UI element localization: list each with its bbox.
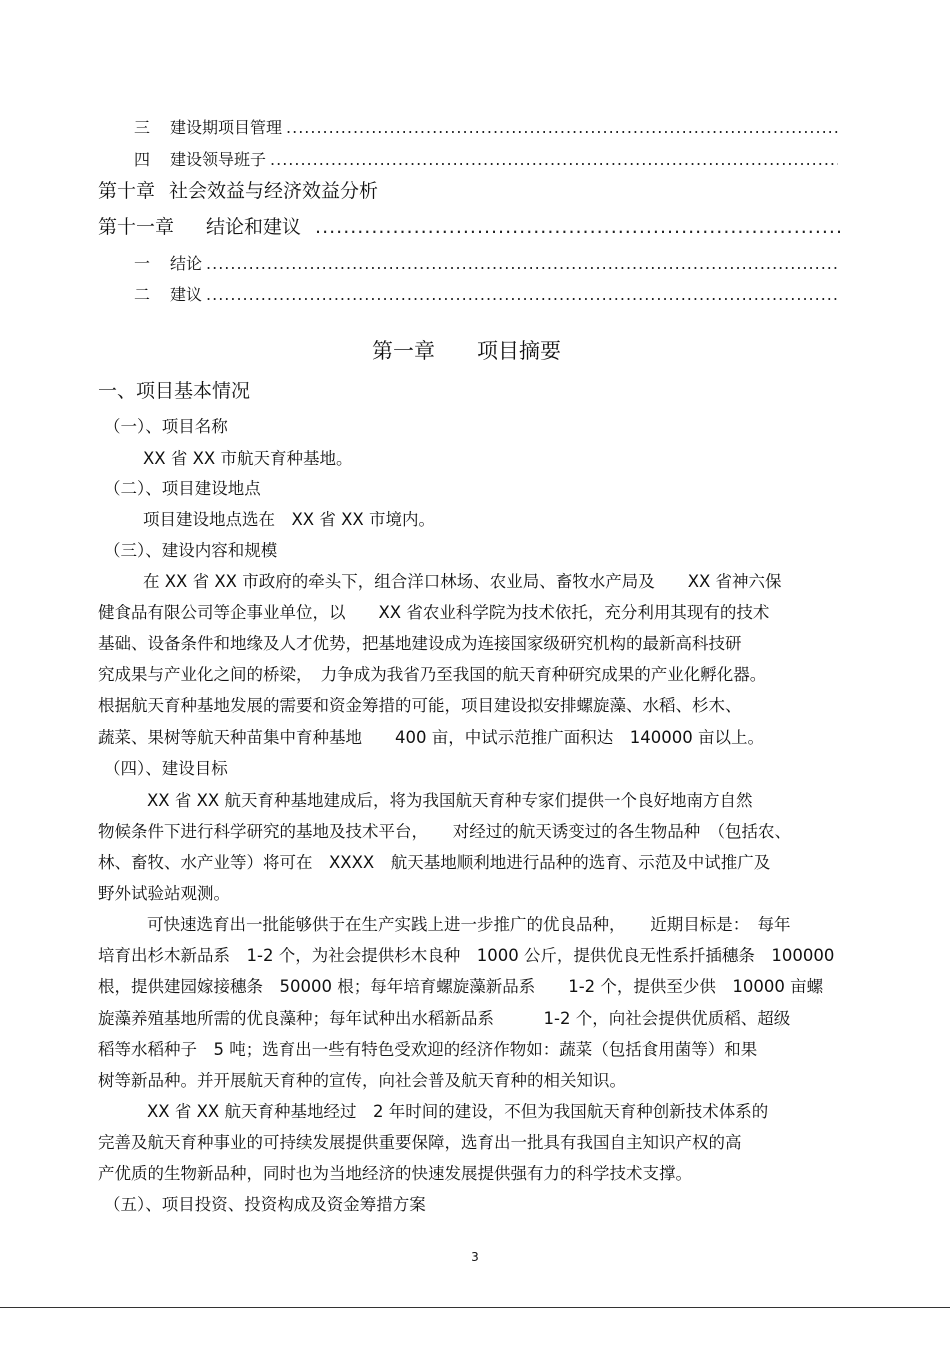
toc-chapter-label: 社会效益与经济效益分析 xyxy=(169,180,379,202)
toc-entry-number: 二 xyxy=(134,285,151,304)
paragraph-line: 稻等水稻种子 5 吨；选育出一些有特色受欢迎的经济作物如：蔬菜（包括食用菌等）和果 xyxy=(98,1040,758,1059)
paragraph-line: 旋藻养殖基地所需的优良藻种；每年试种出水稻新品系 1-2 个，向社会提供优质稻、超级 xyxy=(98,1009,791,1028)
subsection-heading: （二）、项目建设地点 xyxy=(104,479,261,498)
paragraph-line: 物候条件下进行科学研究的基地及技术平台， 对经过的航天诱变过的各生物品种 （包括农、 xyxy=(98,822,791,841)
toc-entry-number: 三 xyxy=(134,118,151,137)
paragraph-line: 健食品有限公司等企事业单位，以 XX 省农业科学院为技术依托，充分利用其现有的技术 xyxy=(98,603,770,622)
toc-chapter-number: 第十一章 xyxy=(98,216,175,238)
subsection-heading: （四）、建设目标 xyxy=(104,759,228,778)
paragraph-line: 树等新品种。并开展航天育种的宣传，向社会普及航天育种的相关知识。 xyxy=(98,1071,626,1090)
toc-chapter-label: 结论和建议 xyxy=(206,216,302,238)
toc-entry-label: 结论 xyxy=(170,254,203,273)
paragraph-line: 野外试验站观测。 xyxy=(98,884,230,903)
paragraph-line: XX 省 XX 航天育种基地建成后，将为我国航天育种专家们提供一个良好地南方自然 xyxy=(147,791,753,810)
toc-chapter-entry[interactable] xyxy=(98,180,378,202)
subsection-heading: （一）、项目名称 xyxy=(104,417,228,436)
subsection-heading: （五）、项目投资、投资构成及资金筹措方案 xyxy=(104,1195,426,1214)
paragraph-line: 培育出杉木新品系 1-2 个，为社会提供杉木良种 1000 公斤，提供优良无性系扦插穗条 100000 xyxy=(98,946,835,965)
paragraph-line: 基础、设备条件和地缘及人才优势，把基地建设成为连接国家级研究机构的最新高科技研 xyxy=(98,634,742,653)
paragraph-line: 在 XX 省 XX 市政府的牵头下，组合洋口林场、农业局、畜牧水产局及 XX 省神六保 xyxy=(143,572,782,591)
page-number: 3 xyxy=(471,1250,479,1264)
paragraph-line: 可快速选育出一批能够供于在生产实践上进一步推广的优良品种， 近期目标是： 每年 xyxy=(147,915,791,934)
toc-leader-dots xyxy=(206,284,840,306)
toc-leader-dots xyxy=(315,216,844,238)
toc-entry-label: 建设期项目管理 xyxy=(170,118,283,137)
paragraph-line: XX 省 XX 航天育种基地经过 2 年时间的建设，不但为我国航天育种创新技术体系的 xyxy=(147,1102,769,1121)
toc-entry[interactable] xyxy=(134,149,838,171)
paragraph-line: 林、畜牧、水产业等）将可在 XXXX 航天基地顺利地进行品种的选育、示范及中试推广及 xyxy=(98,853,771,872)
toc-chapter-number: 第十章 xyxy=(98,180,156,202)
toc-chapter-entry[interactable] xyxy=(98,216,844,238)
section-heading: 一、项目基本情况 xyxy=(98,380,251,402)
toc-entry-label: 建设领导班子 xyxy=(170,150,267,169)
paragraph-line: 根据航天育种基地发展的需要和资金筹措的可能，项目建设拟安排螺旋藻、水稻、杉木、 xyxy=(98,696,742,715)
toc-entry[interactable] xyxy=(134,284,840,306)
footer-rule xyxy=(0,1307,950,1308)
toc-entry-number: 四 xyxy=(134,150,151,169)
toc-entry-number: 一 xyxy=(134,254,151,273)
toc-entry[interactable] xyxy=(134,117,838,139)
chapter-title: 第一章 项目摘要 xyxy=(372,339,561,363)
paragraph-line: 完善及航天育种事业的可持续发展提供重要保障，选育出一批具有我国自主知识产权的高 xyxy=(98,1133,742,1152)
paragraph-line: 究成果与产业化之间的桥梁， 力争成为我省乃至我国的航天育种研究成果的产业化孵化器。 xyxy=(98,665,767,684)
paragraph-line: XX 省 XX 市航天育种基地。 xyxy=(143,449,353,468)
toc-entry-label: 建议 xyxy=(170,285,203,304)
toc-entry[interactable] xyxy=(134,253,840,275)
paragraph-line: 产优质的生物新品种，同时也为当地经济的快速发展提供强有力的科学技术支撑。 xyxy=(98,1164,692,1183)
paragraph-line: 根，提供建园嫁接穗条 50000 根；每年培育螺旋藻新品系 1-2 个，提供至少供 10000 亩螺 xyxy=(98,977,824,996)
paragraph-line: 项目建设地点选在 XX 省 XX 市境内。 xyxy=(143,510,435,529)
toc-leader-dots xyxy=(206,253,840,275)
paragraph-line: 蔬菜、果树等航天种苗集中育种基地 400 亩，中试示范推广面积达 140000 亩以上。 xyxy=(98,728,764,747)
toc-leader-dots xyxy=(286,117,838,139)
toc-leader-dots xyxy=(270,149,838,171)
subsection-heading: （三）、建设内容和规模 xyxy=(104,541,278,560)
